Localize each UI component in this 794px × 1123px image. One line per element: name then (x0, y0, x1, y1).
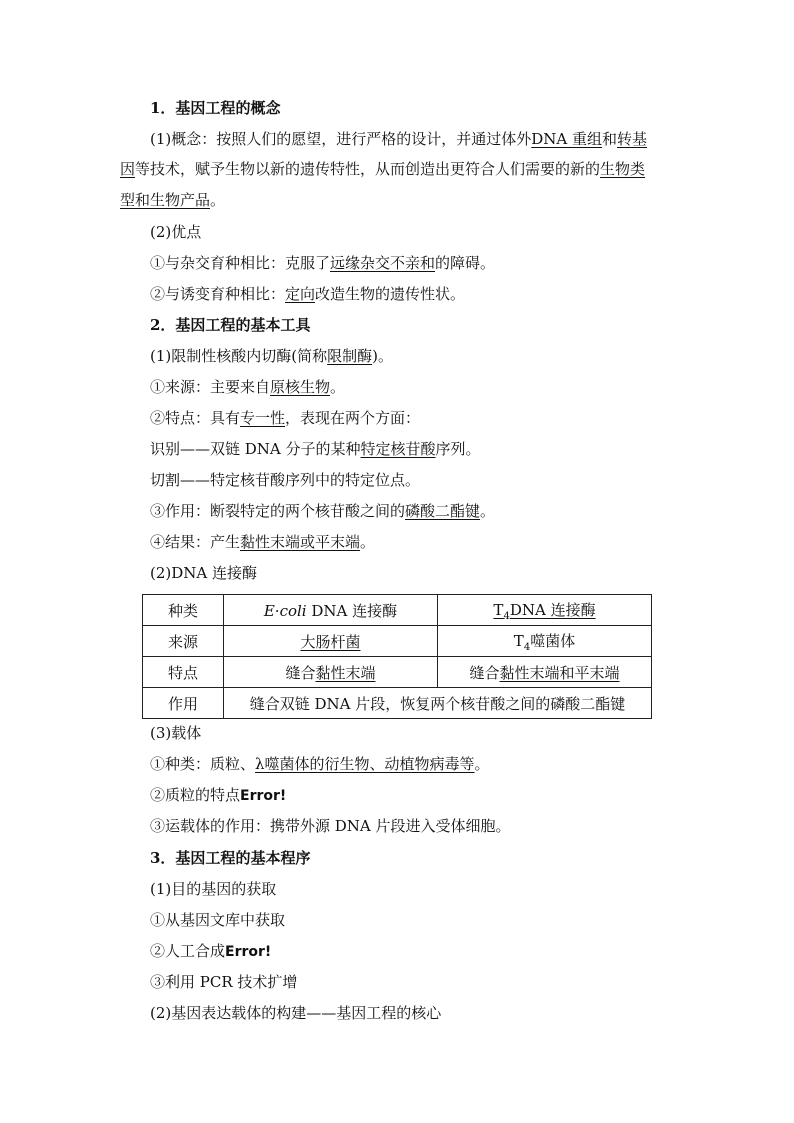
expression-vector-heading: (2)基因表达载体的构建——基因工程的核心 (150, 1004, 442, 1022)
gene-acquisition-heading: (1)目的基因的获取 (150, 880, 277, 898)
table-header-cell: 作用 (143, 688, 224, 719)
enzyme-source: ①来源：主要来自原核生物。 (150, 378, 346, 396)
concept-paragraph-line-1: (1)概念：按照人们的愿望，进行严格的设计，并通过体外DNA 重组和转基 (150, 130, 648, 148)
table-cell: E·coli DNA 连接酶 (224, 595, 438, 626)
table-cell: 大肠杆菌 (224, 626, 438, 657)
gene-library: ①从基因文库中获取 (150, 911, 286, 929)
table-cell: $T_4DNA$ 连接酶 (438, 595, 652, 626)
advantages-heading: (2)优点 (150, 223, 202, 241)
table-row (143, 657, 652, 688)
table-row (143, 688, 652, 719)
enzyme-feature: ②特点：具有专一性，表现在两个方面： (150, 409, 421, 427)
concept-paragraph-line-3: 型和生物产品。 (120, 191, 226, 209)
table-row (143, 595, 652, 626)
vector-function: ③运载体的作用：携带外源 DNA 片段进入受体细胞。 (150, 817, 511, 835)
vector-types: ①种类：质粒、λ噬菌体的衍生物、动植物病毒等。 (150, 755, 490, 773)
table-header-cell: 特点 (143, 657, 224, 688)
table-header-cell: 种类 (143, 595, 224, 626)
section-3-title: 3．基因工程的基本程序 (150, 849, 311, 867)
enzyme-function: ③作用：断裂特定的两个核苷酸之间的磷酸二酯键。 (150, 502, 496, 520)
ligase-table (142, 594, 652, 719)
enzyme-cutting: 切割——特定核苷酸序列中的特定位点。 (150, 471, 421, 489)
ligase-heading: (2)DNA 连接酶 (150, 564, 257, 582)
artificial-synthesis: ②人工合成Error! (150, 942, 272, 960)
table-row (143, 626, 652, 657)
pcr-amplification: ③利用 PCR 技术扩增 (150, 973, 298, 991)
section-2-title: 2．基因工程的基本工具 (150, 316, 311, 334)
table-cell: 缝合黏性末端 (224, 657, 438, 688)
vector-heading: (3)载体 (150, 724, 202, 742)
plasmid-features: ②质粒的特点Error! (150, 786, 287, 804)
enzyme-recognition: 识别——双链 DNA 分子的某种特定核苷酸序列。 (150, 440, 481, 458)
table-cell: 缝合双链 DNA 片段，恢复两个核苷酸之间的磷酸二酯键 (224, 688, 652, 719)
table-cell: 缝合黏性末端和平末端 (438, 657, 652, 688)
table-cell: $T_4$噬菌体 (438, 626, 652, 657)
advantage-hybrid: ①与杂交育种相比：克服了远缘杂交不亲和的障碍。 (150, 254, 496, 272)
restriction-enzyme-heading: (1)限制性核酸内切酶(简称限制酶)。 (150, 347, 393, 365)
section-1-title: 1．基因工程的概念 (150, 99, 281, 117)
enzyme-result: ④结果：产生黏性末端或平末端。 (150, 533, 376, 551)
concept-paragraph-line-2: 因等技术，赋予生物以新的遗传特性，从而创造出更符合人们需要的新的生物类 (120, 160, 646, 178)
advantage-mutation: ②与诱变育种相比：定向改造生物的遗传性状。 (150, 285, 466, 303)
table-header-cell: 来源 (143, 626, 224, 657)
